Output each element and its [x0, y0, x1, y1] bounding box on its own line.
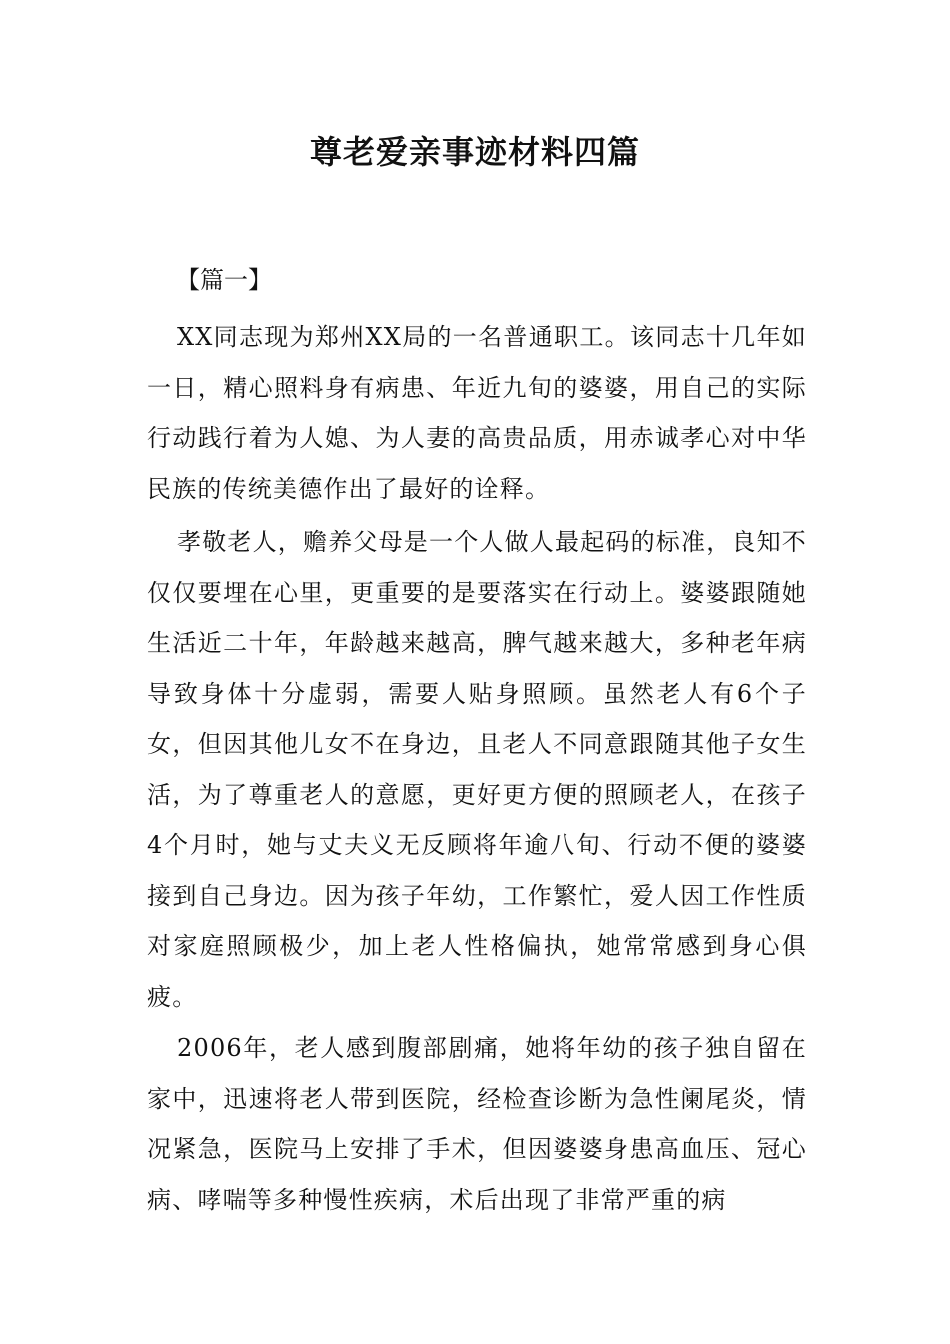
- document-title: 尊老爱亲事迹材料四篇: [309, 133, 640, 171]
- section-label: 【篇一】: [176, 266, 272, 294]
- paragraph-2: 孝敬老人，赡养父母是一个人做人最起码的标准，良知不仅仅要埋在心里，更重要的是要落实在行动上。婆婆跟随她生活近二十年，年龄越来越高，脾气越来越大，多种老年病导致身体十分虚弱，需要人贴身照顾。虽然老人有6个子女，但因其他儿女不在身边，且老人不同意跟随其他子女生活，为了尊重老人的意愿，更好更方便的照顾老人，在孩子4个月时，她与丈夫义无反顾将年逾八旬、行动不便的婆婆接到自己身边。因为孩子年幼，工作繁忙，爱人因工作性质对家庭照顾极少，加上老人性格偏执，她常常感到身心俱疲。: [147, 528, 807, 1011]
- paragraph-3: 2006年，老人感到腹部剧痛，她将年幼的孩子独自留在家中，迅速将老人带到医院，经检查诊断为急性阑尾炎，情况紧急，医院马上安排了手术，但因婆婆身患高血压、冠心病、哮喘等多种慢性疾病，术后出现了非常严重的病: [147, 1034, 807, 1214]
- paragraph-1: XX同志现为郑州XX局的一名普通职工。该同志十几年如一日，精心照料身有病患、年近九旬的婆婆，用自己的实际行动践行着为人媳、为人妻的高贵品质，用赤诚孝心对中华民族的传统美德作出了最好的诠释。: [147, 323, 807, 503]
